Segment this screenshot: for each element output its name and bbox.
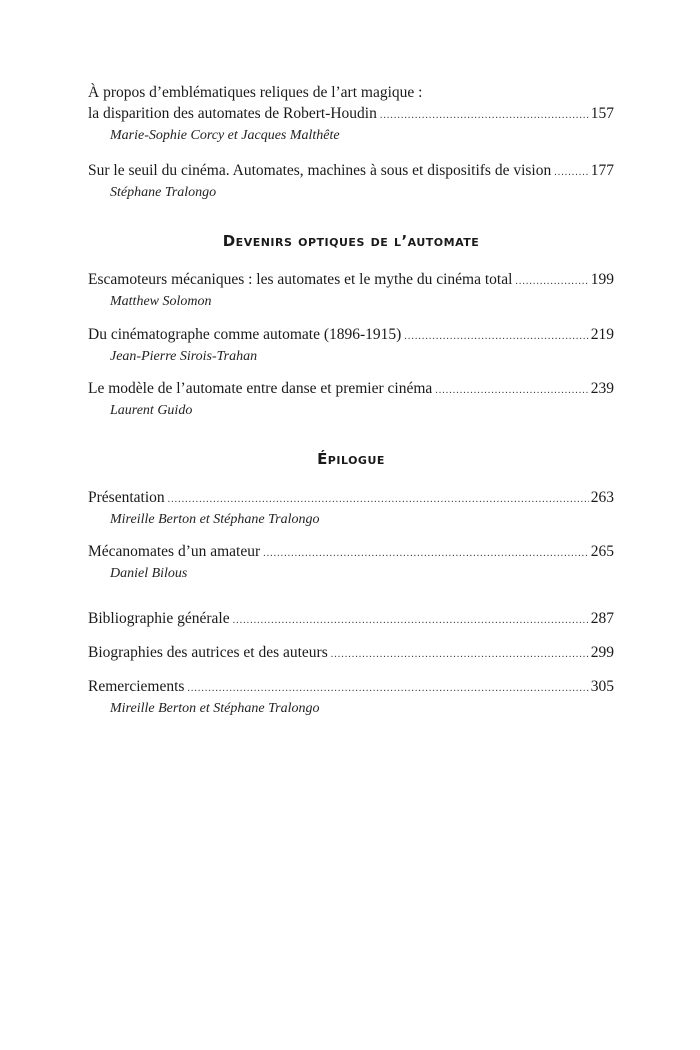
- toc-page-number: 157: [590, 105, 614, 122]
- toc-entry-author: Matthew Solomon: [110, 294, 212, 309]
- toc-entry-title: Remerciements: [88, 678, 185, 695]
- toc-page-number: 239: [590, 380, 614, 397]
- toc-entry-title-line: [88, 487, 614, 510]
- toc-entry-remerciements: [88, 676, 614, 719]
- toc-page-number: 305: [590, 678, 614, 695]
- section-heading-devenirs: Devenirs optiques de l’automate: [222, 232, 480, 250]
- toc-entry-seuil: [88, 160, 614, 203]
- toc-entry-title-line: [88, 642, 614, 665]
- toc-entry-title-line: [88, 82, 614, 103]
- toc-entry-author: Marie-Sophie Corcy et Jacques Malthête: [110, 128, 340, 143]
- toc-entry-author: Laurent Guido: [110, 403, 193, 418]
- toc-entry-title: Escamoteurs mécaniques : les automates et le mythe du cinéma total: [88, 271, 513, 288]
- toc-entry-title-line: [88, 160, 614, 183]
- toc-entry-title-line: [88, 378, 614, 401]
- toc-entry-title: Le modèle de l’automate entre danse et premier cinéma: [88, 380, 433, 397]
- toc-page-number: 219: [590, 326, 614, 343]
- dot-leader: [404, 326, 588, 347]
- toc-entry-title-line: [88, 269, 614, 292]
- toc-entry-title-line: [88, 541, 614, 564]
- toc-page-number: 177: [590, 162, 614, 179]
- toc-entry-title-line: [88, 608, 614, 631]
- toc-entry-title-line: [88, 676, 614, 699]
- toc-entry-presentation: [88, 487, 614, 530]
- toc-entry-title: À propos d’emblématiques reliques de l’art magique :: [88, 84, 423, 101]
- toc-entry-title: Du cinématographe comme automate (1896-1915): [88, 326, 402, 343]
- dot-leader: [187, 678, 588, 699]
- toc-entry-modele: [88, 378, 614, 421]
- toc-entry-title: Bibliographie générale: [88, 610, 230, 627]
- toc-entry-title: Mécanomates d’un amateur: [88, 543, 261, 560]
- toc-entry-author: Daniel Bilous: [110, 566, 188, 581]
- toc-entry-title: Sur le seuil du cinéma. Automates, machines à sous et dispositifs de vision: [88, 162, 552, 179]
- toc-page-number: 299: [590, 644, 614, 661]
- toc-entry-title-line: [88, 324, 614, 347]
- dot-leader: [380, 105, 589, 126]
- dot-leader: [263, 543, 589, 564]
- toc-entry-cinematographe: [88, 324, 614, 367]
- toc-entry-title-line: [88, 103, 614, 126]
- toc-entry-biographies: [88, 642, 614, 665]
- toc-entry-robert-houdin: [88, 82, 614, 146]
- toc-entry-author: Stéphane Tralongo: [110, 185, 217, 200]
- dot-leader: [515, 271, 588, 292]
- dot-leader: [554, 162, 589, 183]
- dot-leader: [168, 489, 589, 510]
- toc-entry-escamoteurs: [88, 269, 614, 312]
- toc-page-number: 287: [590, 610, 614, 627]
- toc-entry-mecanomates: [88, 541, 614, 584]
- dot-leader: [435, 380, 588, 401]
- toc-entry-author: Mireille Berton et Stéphane Tralongo: [110, 512, 320, 527]
- section-heading-epilogue: Épilogue: [317, 450, 385, 468]
- toc-entry-bibliographie: [88, 608, 614, 631]
- dot-leader: [331, 644, 589, 665]
- dot-leader: [233, 610, 589, 631]
- toc-entry-title: Biographies des autrices et des auteurs: [88, 644, 328, 661]
- toc-entry-author: Jean-Pierre Sirois-Trahan: [110, 349, 258, 364]
- toc-entry-title: Présentation: [88, 489, 165, 506]
- toc-page-number: 263: [590, 489, 614, 506]
- toc-entry-author: Mireille Berton et Stéphane Tralongo: [110, 701, 320, 716]
- toc-entry-title: la disparition des automates de Robert-Houdin: [88, 105, 377, 122]
- toc-page-number: 265: [590, 543, 614, 560]
- toc-page-number: 199: [590, 271, 614, 288]
